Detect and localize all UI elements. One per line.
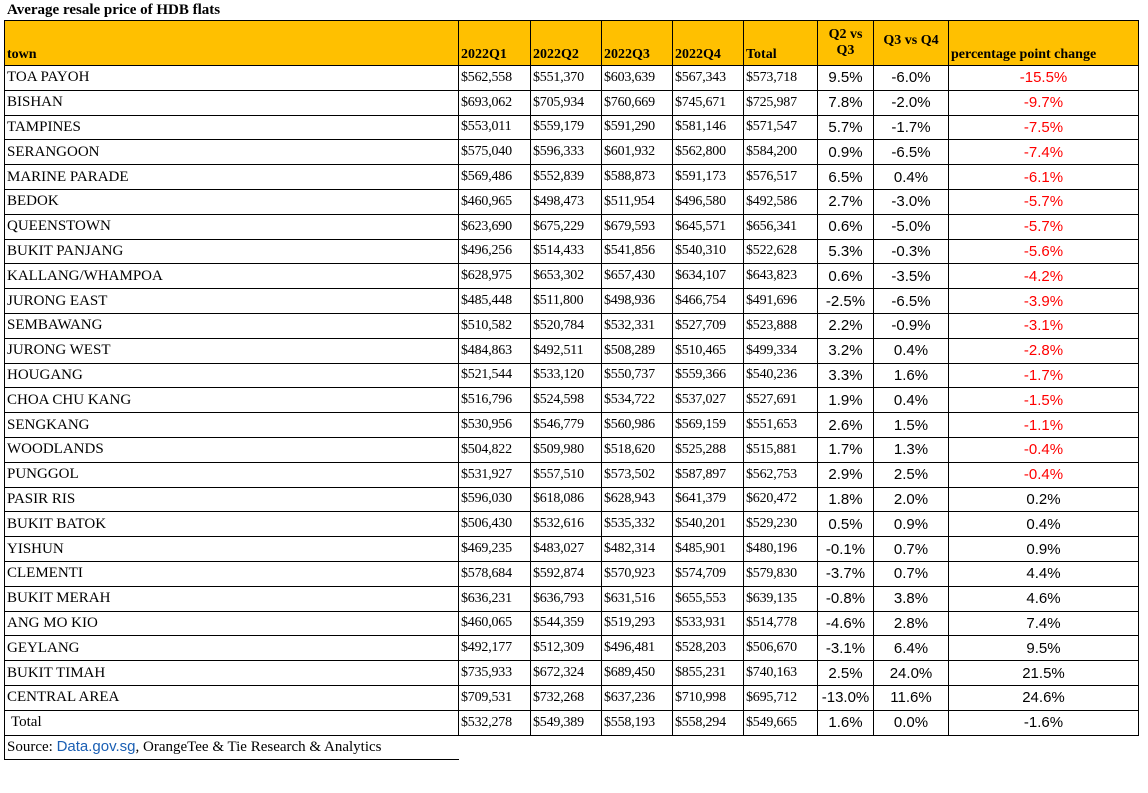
table-row bbox=[5, 437, 1139, 462]
table-cell: 0.2% bbox=[949, 487, 1139, 512]
table-cell: $534,722 bbox=[602, 388, 673, 413]
town-name: BUKIT BATOK bbox=[5, 512, 459, 537]
table-cell: $546,779 bbox=[531, 413, 602, 438]
table-cell: $657,430 bbox=[602, 264, 673, 289]
table-row bbox=[5, 487, 1139, 512]
table-cell: 2.9% bbox=[818, 462, 874, 487]
table-cell: 3.8% bbox=[874, 586, 949, 611]
column-header: Total bbox=[744, 21, 818, 66]
table-cell: 3.3% bbox=[818, 363, 874, 388]
table-row bbox=[5, 239, 1139, 264]
table-cell: -5.7% bbox=[949, 189, 1139, 214]
table-cell: -5.6% bbox=[949, 239, 1139, 264]
table-row bbox=[5, 338, 1139, 363]
table-cell: $631,516 bbox=[602, 586, 673, 611]
table-cell: 0.4% bbox=[874, 165, 949, 190]
town-name: HOUGANG bbox=[5, 363, 459, 388]
table-cell: 2.6% bbox=[818, 413, 874, 438]
table-cell: $485,448 bbox=[459, 289, 531, 314]
table-cell: $480,196 bbox=[744, 537, 818, 562]
table-cell: $576,517 bbox=[744, 165, 818, 190]
table-cell: $559,179 bbox=[531, 115, 602, 140]
table-cell: $491,696 bbox=[744, 289, 818, 314]
town-name: YISHUN bbox=[5, 537, 459, 562]
town-name: JURONG EAST bbox=[5, 289, 459, 314]
column-header: 2022Q4 bbox=[673, 21, 744, 66]
table-cell: $532,331 bbox=[602, 313, 673, 338]
town-name: BEDOK bbox=[5, 189, 459, 214]
table-cell: 2.8% bbox=[874, 611, 949, 636]
table-cell: $643,823 bbox=[744, 264, 818, 289]
table-cell: $511,800 bbox=[531, 289, 602, 314]
table-cell: $508,289 bbox=[602, 338, 673, 363]
table-cell: -6.1% bbox=[949, 165, 1139, 190]
table-cell: $519,293 bbox=[602, 611, 673, 636]
table-cell: $515,881 bbox=[744, 437, 818, 462]
table-cell: 7.8% bbox=[818, 90, 874, 115]
table-cell: $512,309 bbox=[531, 636, 602, 661]
table-cell: $558,294 bbox=[673, 710, 744, 735]
table-cell: $514,433 bbox=[531, 239, 602, 264]
table-cell: $496,256 bbox=[459, 239, 531, 264]
source-note bbox=[5, 735, 459, 760]
table-cell: -7.4% bbox=[949, 140, 1139, 165]
column-header: 2022Q2 bbox=[531, 21, 602, 66]
table-cell: $601,932 bbox=[602, 140, 673, 165]
table-cell: $533,120 bbox=[531, 363, 602, 388]
table-cell: $571,547 bbox=[744, 115, 818, 140]
table-cell: $584,200 bbox=[744, 140, 818, 165]
table-cell: $588,873 bbox=[602, 165, 673, 190]
table-cell: $522,628 bbox=[744, 239, 818, 264]
town-name: BISHAN bbox=[5, 90, 459, 115]
table-row bbox=[5, 115, 1139, 140]
table-cell: $709,531 bbox=[459, 685, 531, 710]
table-cell: $504,822 bbox=[459, 437, 531, 462]
table-cell: $559,366 bbox=[673, 363, 744, 388]
table-cell: 1.3% bbox=[874, 437, 949, 462]
table-cell: $672,324 bbox=[531, 661, 602, 686]
table-cell: $732,268 bbox=[531, 685, 602, 710]
table-cell: 2.2% bbox=[818, 313, 874, 338]
table-cell: -2.0% bbox=[874, 90, 949, 115]
table-cell: $540,310 bbox=[673, 239, 744, 264]
table-title: Average resale price of HDB flats bbox=[7, 2, 221, 18]
town-name: SERANGOON bbox=[5, 140, 459, 165]
table-cell: $530,956 bbox=[459, 413, 531, 438]
town-name: BUKIT PANJANG bbox=[5, 239, 459, 264]
table-cell: 3.2% bbox=[818, 338, 874, 363]
table-row bbox=[5, 214, 1139, 239]
table-cell: -1.5% bbox=[949, 388, 1139, 413]
table-cell: $496,481 bbox=[602, 636, 673, 661]
table-cell: $562,753 bbox=[744, 462, 818, 487]
table-cell: 1.5% bbox=[874, 413, 949, 438]
table-cell: $527,709 bbox=[673, 313, 744, 338]
table-cell: 2.7% bbox=[818, 189, 874, 214]
table-cell: $587,897 bbox=[673, 462, 744, 487]
table-cell: $492,511 bbox=[531, 338, 602, 363]
column-header: town bbox=[5, 21, 459, 66]
table-cell: 9.5% bbox=[949, 636, 1139, 661]
table-cell: -0.1% bbox=[818, 537, 874, 562]
table-cell: $506,430 bbox=[459, 512, 531, 537]
table-cell: $705,934 bbox=[531, 90, 602, 115]
table-cell: 1.9% bbox=[818, 388, 874, 413]
town-name: CHOA CHU KANG bbox=[5, 388, 459, 413]
table-cell: $551,370 bbox=[531, 66, 602, 91]
table-cell: 0.0% bbox=[874, 710, 949, 735]
table-cell: $596,333 bbox=[531, 140, 602, 165]
table-cell: 4.6% bbox=[949, 586, 1139, 611]
table-cell: $695,712 bbox=[744, 685, 818, 710]
table-cell: $498,936 bbox=[602, 289, 673, 314]
table-cell: 5.3% bbox=[818, 239, 874, 264]
table-cell: 21.5% bbox=[949, 661, 1139, 686]
table-cell: $518,620 bbox=[602, 437, 673, 462]
town-name: SEMBAWANG bbox=[5, 313, 459, 338]
table-cell: -5.0% bbox=[874, 214, 949, 239]
table-cell: $544,359 bbox=[531, 611, 602, 636]
table-cell: $523,888 bbox=[744, 313, 818, 338]
table-cell: $496,580 bbox=[673, 189, 744, 214]
table-row bbox=[5, 313, 1139, 338]
town-name: QUEENSTOWN bbox=[5, 214, 459, 239]
table-cell: -3.1% bbox=[818, 636, 874, 661]
table-cell: $591,173 bbox=[673, 165, 744, 190]
column-header: 2022Q1 bbox=[459, 21, 531, 66]
table-cell: $557,510 bbox=[531, 462, 602, 487]
table-cell: $550,737 bbox=[602, 363, 673, 388]
table-cell: $549,665 bbox=[744, 710, 818, 735]
table-cell: $537,027 bbox=[673, 388, 744, 413]
table-cell: $485,901 bbox=[673, 537, 744, 562]
town-name: TAMPINES bbox=[5, 115, 459, 140]
table-cell: -13.0% bbox=[818, 685, 874, 710]
table-cell: $637,236 bbox=[602, 685, 673, 710]
table-cell: $592,874 bbox=[531, 561, 602, 586]
table-cell: 0.9% bbox=[818, 140, 874, 165]
total-label: Total bbox=[5, 710, 459, 735]
table-cell: $528,203 bbox=[673, 636, 744, 661]
table-cell: $484,863 bbox=[459, 338, 531, 363]
table-cell: 7.4% bbox=[949, 611, 1139, 636]
town-name: BUKIT MERAH bbox=[5, 586, 459, 611]
table-cell: $575,040 bbox=[459, 140, 531, 165]
table-cell: $460,965 bbox=[459, 189, 531, 214]
table-cell: 2.5% bbox=[874, 462, 949, 487]
table-cell: -4.2% bbox=[949, 264, 1139, 289]
table-cell: $483,027 bbox=[531, 537, 602, 562]
table-cell: $527,691 bbox=[744, 388, 818, 413]
table-cell: 1.7% bbox=[818, 437, 874, 462]
source-link[interactable]: Data.gov.sg bbox=[56, 738, 136, 756]
table-cell: $569,486 bbox=[459, 165, 531, 190]
table-cell: -1.7% bbox=[874, 115, 949, 140]
table-cell: $760,669 bbox=[602, 90, 673, 115]
table-cell: $574,709 bbox=[673, 561, 744, 586]
table-cell: $524,598 bbox=[531, 388, 602, 413]
table-cell: $618,086 bbox=[531, 487, 602, 512]
table-row bbox=[5, 512, 1139, 537]
town-name: PUNGGOL bbox=[5, 462, 459, 487]
town-name: TOA PAYOH bbox=[5, 66, 459, 91]
table-cell: $578,684 bbox=[459, 561, 531, 586]
table-cell: -1.7% bbox=[949, 363, 1139, 388]
table-cell: -3.9% bbox=[949, 289, 1139, 314]
table-cell: $655,553 bbox=[673, 586, 744, 611]
table-cell: $639,135 bbox=[744, 586, 818, 611]
column-header: Q3 vs Q4 bbox=[874, 21, 949, 66]
table-cell: $469,235 bbox=[459, 537, 531, 562]
table-cell: $531,927 bbox=[459, 462, 531, 487]
table-cell: $591,290 bbox=[602, 115, 673, 140]
table-cell: -2.5% bbox=[818, 289, 874, 314]
table-cell: $596,030 bbox=[459, 487, 531, 512]
table-cell: 0.9% bbox=[949, 537, 1139, 562]
table-cell: -7.5% bbox=[949, 115, 1139, 140]
table-cell: -2.8% bbox=[949, 338, 1139, 363]
table-cell: $645,571 bbox=[673, 214, 744, 239]
table-cell: $628,975 bbox=[459, 264, 531, 289]
table-cell: $636,231 bbox=[459, 586, 531, 611]
table-cell: -3.1% bbox=[949, 313, 1139, 338]
table-cell: $560,986 bbox=[602, 413, 673, 438]
column-header: 2022Q3 bbox=[602, 21, 673, 66]
table-cell: $551,653 bbox=[744, 413, 818, 438]
table-cell: 6.4% bbox=[874, 636, 949, 661]
table-row bbox=[5, 388, 1139, 413]
table-cell: 0.6% bbox=[818, 214, 874, 239]
table-cell: -1.1% bbox=[949, 413, 1139, 438]
table-cell: $570,923 bbox=[602, 561, 673, 586]
table-row bbox=[5, 611, 1139, 636]
town-name: MARINE PARADE bbox=[5, 165, 459, 190]
table-cell: $562,800 bbox=[673, 140, 744, 165]
table-cell: $540,201 bbox=[673, 512, 744, 537]
table-cell: -5.7% bbox=[949, 214, 1139, 239]
table-cell: -1.6% bbox=[949, 710, 1139, 735]
table-cell: -3.7% bbox=[818, 561, 874, 586]
column-header: percentage point change bbox=[949, 21, 1139, 66]
source-suffix: , OrangeTee & Tie Research & Analytics bbox=[135, 739, 382, 756]
table-cell: $710,998 bbox=[673, 685, 744, 710]
table-cell: $641,379 bbox=[673, 487, 744, 512]
table-row bbox=[5, 264, 1139, 289]
table-cell: 0.9% bbox=[874, 512, 949, 537]
table-cell: 0.7% bbox=[874, 537, 949, 562]
table-row bbox=[5, 561, 1139, 586]
table-cell: $492,586 bbox=[744, 189, 818, 214]
table-cell: $693,062 bbox=[459, 90, 531, 115]
table-cell: $603,639 bbox=[602, 66, 673, 91]
table-cell: 6.5% bbox=[818, 165, 874, 190]
table-cell: $482,314 bbox=[602, 537, 673, 562]
table-cell: $541,856 bbox=[602, 239, 673, 264]
table-cell: 1.6% bbox=[818, 710, 874, 735]
table-cell: 4.4% bbox=[949, 561, 1139, 586]
table-cell: $653,302 bbox=[531, 264, 602, 289]
table-cell: $855,231 bbox=[673, 661, 744, 686]
table-cell: 24.0% bbox=[874, 661, 949, 686]
table-cell: $510,582 bbox=[459, 313, 531, 338]
table-cell: $514,778 bbox=[744, 611, 818, 636]
town-name: PASIR RIS bbox=[5, 487, 459, 512]
table-cell: $466,754 bbox=[673, 289, 744, 314]
table-cell: $689,450 bbox=[602, 661, 673, 686]
table-cell: 24.6% bbox=[949, 685, 1139, 710]
town-name: CENTRAL AREA bbox=[5, 685, 459, 710]
table-cell: $620,472 bbox=[744, 487, 818, 512]
table-row bbox=[5, 636, 1139, 661]
table-cell: $569,159 bbox=[673, 413, 744, 438]
source-row bbox=[5, 735, 1139, 760]
table-cell: $549,389 bbox=[531, 710, 602, 735]
table-cell: 0.4% bbox=[874, 338, 949, 363]
town-name: WOODLANDS bbox=[5, 437, 459, 462]
table-cell: $656,341 bbox=[744, 214, 818, 239]
table-cell: $573,502 bbox=[602, 462, 673, 487]
table-cell: $581,146 bbox=[673, 115, 744, 140]
table-cell: $725,987 bbox=[744, 90, 818, 115]
table-cell: $535,332 bbox=[602, 512, 673, 537]
table-cell: -9.7% bbox=[949, 90, 1139, 115]
table-cell: $540,236 bbox=[744, 363, 818, 388]
table-cell: 0.4% bbox=[874, 388, 949, 413]
table-row bbox=[5, 289, 1139, 314]
table-cell: $521,544 bbox=[459, 363, 531, 388]
table-cell: -0.4% bbox=[949, 437, 1139, 462]
table-cell: 0.6% bbox=[818, 264, 874, 289]
table-cell: $745,671 bbox=[673, 90, 744, 115]
table-cell: 5.7% bbox=[818, 115, 874, 140]
table-cell: -6.0% bbox=[874, 66, 949, 91]
table-cell: -3.5% bbox=[874, 264, 949, 289]
table-cell: $558,193 bbox=[602, 710, 673, 735]
table-cell: $511,954 bbox=[602, 189, 673, 214]
source-prefix: Source: bbox=[7, 739, 57, 756]
table-cell: $525,288 bbox=[673, 437, 744, 462]
town-name: CLEMENTI bbox=[5, 561, 459, 586]
header-row bbox=[5, 21, 1139, 66]
town-name: SENGKANG bbox=[5, 413, 459, 438]
table-row bbox=[5, 140, 1139, 165]
table-cell: 2.0% bbox=[874, 487, 949, 512]
table-cell: $675,229 bbox=[531, 214, 602, 239]
table-row bbox=[5, 165, 1139, 190]
table-cell: $532,616 bbox=[531, 512, 602, 537]
table-cell: $562,558 bbox=[459, 66, 531, 91]
table-cell: $636,793 bbox=[531, 586, 602, 611]
table-cell: -0.9% bbox=[874, 313, 949, 338]
table-cell: -0.4% bbox=[949, 462, 1139, 487]
table-row bbox=[5, 189, 1139, 214]
town-name: ANG MO KIO bbox=[5, 611, 459, 636]
table-cell: $634,107 bbox=[673, 264, 744, 289]
table-cell: $510,465 bbox=[673, 338, 744, 363]
table-cell: $740,163 bbox=[744, 661, 818, 686]
table-cell: $498,473 bbox=[531, 189, 602, 214]
column-header: Q2 vs Q3 bbox=[818, 21, 874, 66]
table-cell: 1.8% bbox=[818, 487, 874, 512]
table-cell: $506,670 bbox=[744, 636, 818, 661]
table-cell: 1.6% bbox=[874, 363, 949, 388]
total-row bbox=[5, 710, 1139, 735]
table-row bbox=[5, 685, 1139, 710]
table-cell: $679,593 bbox=[602, 214, 673, 239]
table-cell: $520,784 bbox=[531, 313, 602, 338]
table-cell: $567,343 bbox=[673, 66, 744, 91]
table-cell: -15.5% bbox=[949, 66, 1139, 91]
table-cell: -3.0% bbox=[874, 189, 949, 214]
table-cell: 0.5% bbox=[818, 512, 874, 537]
table-cell: $499,334 bbox=[744, 338, 818, 363]
table-row bbox=[5, 586, 1139, 611]
town-name: JURONG WEST bbox=[5, 338, 459, 363]
table-cell: $532,278 bbox=[459, 710, 531, 735]
town-name: BUKIT TIMAH bbox=[5, 661, 459, 686]
table-cell: -4.6% bbox=[818, 611, 874, 636]
table-cell: $533,931 bbox=[673, 611, 744, 636]
resale-price-table bbox=[4, 20, 1139, 760]
table-row bbox=[5, 537, 1139, 562]
table-row bbox=[5, 66, 1139, 91]
table-row bbox=[5, 413, 1139, 438]
table-cell: -0.3% bbox=[874, 239, 949, 264]
table-cell: $579,830 bbox=[744, 561, 818, 586]
table-cell: $516,796 bbox=[459, 388, 531, 413]
table-cell: $735,933 bbox=[459, 661, 531, 686]
table-cell: -6.5% bbox=[874, 140, 949, 165]
table-cell: 0.4% bbox=[949, 512, 1139, 537]
table-cell: $509,980 bbox=[531, 437, 602, 462]
table-cell: $529,230 bbox=[744, 512, 818, 537]
table-cell: $628,943 bbox=[602, 487, 673, 512]
table-row bbox=[5, 363, 1139, 388]
table-row bbox=[5, 661, 1139, 686]
table-cell: 2.5% bbox=[818, 661, 874, 686]
table-cell: $460,065 bbox=[459, 611, 531, 636]
table-cell: 9.5% bbox=[818, 66, 874, 91]
table-cell: $553,011 bbox=[459, 115, 531, 140]
table-cell: 0.7% bbox=[874, 561, 949, 586]
table-cell: -0.8% bbox=[818, 586, 874, 611]
table-row bbox=[5, 462, 1139, 487]
table-cell: $573,718 bbox=[744, 66, 818, 91]
table-cell: $492,177 bbox=[459, 636, 531, 661]
table-cell: 11.6% bbox=[874, 685, 949, 710]
town-name: KALLANG/WHAMPOA bbox=[5, 264, 459, 289]
town-name: GEYLANG bbox=[5, 636, 459, 661]
table-cell: -6.5% bbox=[874, 289, 949, 314]
table-row bbox=[5, 90, 1139, 115]
table-cell: $623,690 bbox=[459, 214, 531, 239]
table-cell: $552,839 bbox=[531, 165, 602, 190]
